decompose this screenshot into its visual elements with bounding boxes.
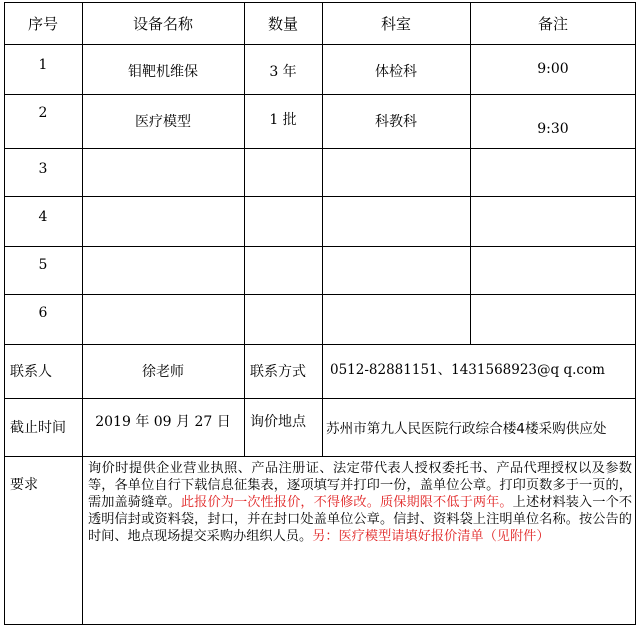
header-remarks: 备注: [537, 14, 568, 33]
header-no: 序号: [27, 14, 58, 33]
row-3-no: 3: [38, 161, 48, 177]
contact-person: 徐老师: [142, 364, 184, 380]
row-1-department: 体检科: [375, 64, 417, 80]
header-equipment: 设备名称: [132, 14, 193, 33]
row-1-no: 1: [38, 57, 48, 73]
col-divider: [82, 2, 83, 625]
row-6-no: 6: [38, 305, 48, 321]
border-bottom: [4, 624, 636, 625]
row-divider: [4, 456, 636, 457]
row-divider: [4, 94, 636, 95]
requirements-text-part: 询价时提供企业营业执照、产品注册证、法定带代表人授权委托书、产品代理授权以及参数等，各单位自行下载信息征集表，逐项填写并打印一份，盖单位公章。打印页数多于一页的，需加盖骑缝章。: [88, 461, 632, 510]
inquiry-place-value: 苏州市第九人民医院行政综合楼4楼采购供应处: [326, 421, 607, 437]
row-divider: [4, 148, 636, 149]
row-2-no: 2: [38, 105, 48, 121]
deadline-value: 2019 年 09 月 27 日: [95, 414, 231, 430]
row-divider: [4, 196, 636, 197]
row-2-equipment: 医疗模型: [135, 114, 191, 130]
header-department: 科室: [380, 14, 411, 33]
requirements-emphasis: 此报价为一次性报价，不得修改。质保期限不低于两年。: [180, 495, 513, 510]
contact-label: 联系人: [10, 364, 52, 380]
row-divider: [4, 246, 636, 247]
row-1-remarks: 9:00: [537, 61, 569, 77]
row-4-no: 4: [38, 209, 48, 225]
inquiry-place-label: 询价地点: [250, 414, 306, 430]
row-1-equipment: 钼靶机维保: [128, 64, 198, 80]
deadline-label: 截止时间: [10, 420, 66, 436]
requirements-label: 要求: [10, 477, 38, 493]
inquiry-form-table: [4, 2, 636, 626]
header-quantity: 数量: [267, 14, 298, 33]
row-2-remarks: 9:30: [537, 121, 569, 137]
row-2-department: 科教科: [375, 114, 417, 130]
row-5-no: 5: [38, 257, 48, 273]
requirements-text-part: 上述材料装入一个不透明信封或资料袋，封口，并在封口处盖单位公章。信封、资料袋上注明单位名称。按公告的时间、地点现场提交采购办组织人员。: [88, 495, 633, 544]
row-divider: [4, 44, 636, 45]
contact-method-label: 联系方式: [250, 364, 306, 380]
requirements-text: [88, 460, 632, 545]
requirements-emphasis: 另：医疗模型请填好报价清单（见附件）: [312, 529, 550, 544]
row-1-quantity: 3 年: [269, 64, 297, 80]
col-divider: [470, 2, 471, 345]
row-2-quantity: 1 批: [269, 112, 297, 128]
border-right: [635, 2, 636, 625]
contact-method-value: 0512-82881151、1431568923@q q.com: [330, 362, 605, 378]
row-divider: [4, 294, 636, 295]
